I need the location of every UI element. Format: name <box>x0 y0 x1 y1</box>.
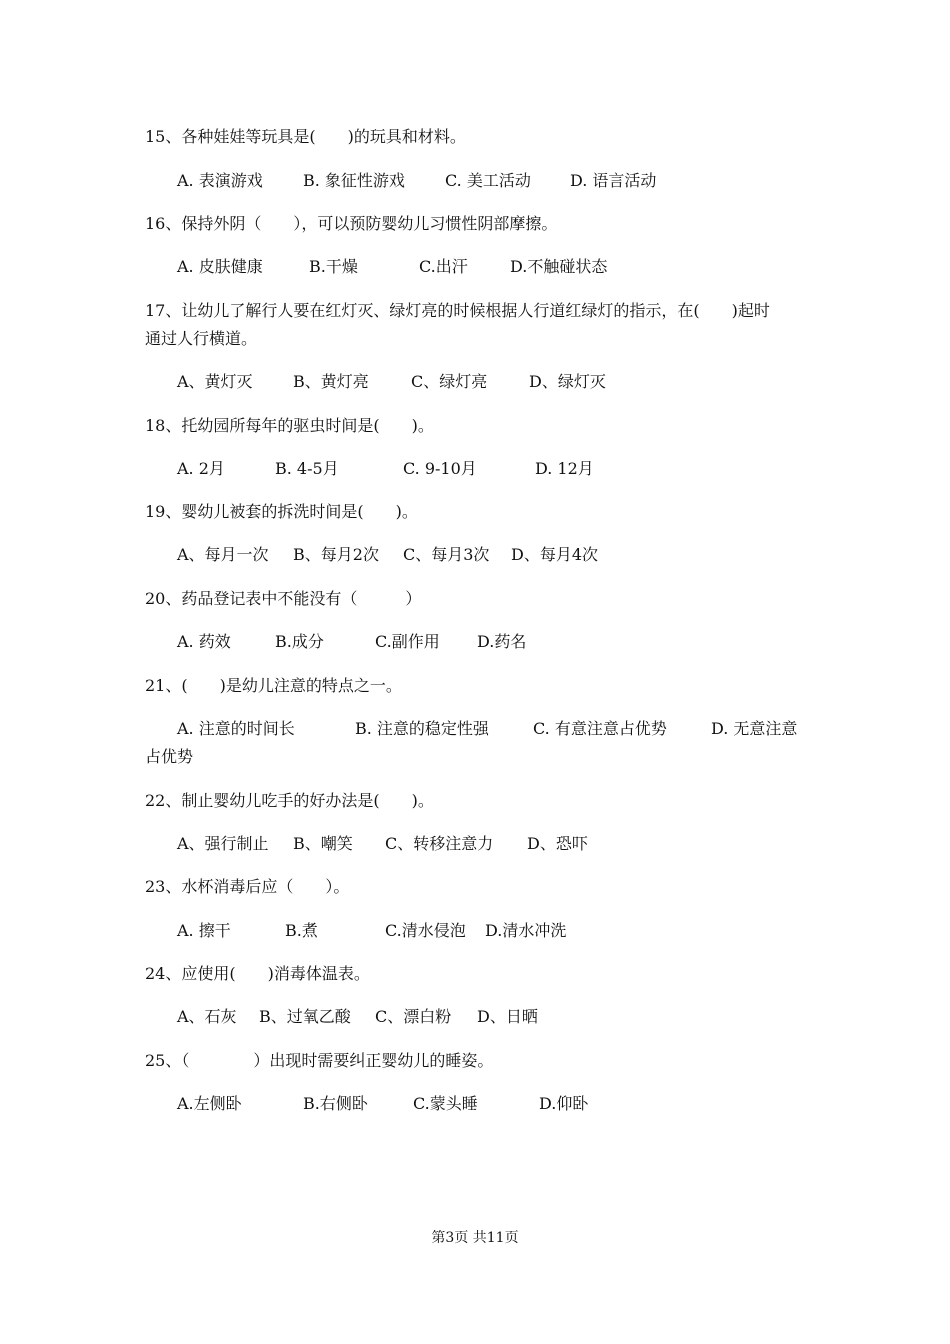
option-a: A. 2月 <box>177 459 225 478</box>
option-a: A. 皮肤健康 <box>177 257 263 276</box>
option-a: A. 擦干 <box>177 921 231 940</box>
question-stem: 24、应使用( )消毒体温表。 <box>145 964 370 983</box>
question-stem: 15、各种娃娃等玩具是( )的玩具和材料。 <box>145 127 466 146</box>
option-c: C. 美工活动 <box>445 171 531 190</box>
option-row <box>177 921 777 941</box>
option-a: A、强行制止 <box>177 834 269 853</box>
option-c: C. 有意注意占优势 <box>533 719 667 738</box>
option-d: D.药名 <box>477 632 527 651</box>
option-row <box>177 1007 777 1027</box>
option-a: A、每月一次 <box>177 545 269 564</box>
option-row <box>177 632 777 652</box>
option-row <box>177 719 817 739</box>
question-stem: 20、药品登记表中不能没有（ ） <box>145 589 422 608</box>
option-d: D. 无意注意 <box>711 719 798 738</box>
question-stem-line1: 17、让幼儿了解行人要在红灯灭、绿灯亮的时候根据人行道红绿灯的指示，在( )起时 <box>145 301 770 320</box>
option-b: B.右侧卧 <box>303 1094 368 1113</box>
option-b: B、黄灯亮 <box>293 372 369 391</box>
option-d: D、绿灯灭 <box>529 372 606 391</box>
option-b: B. 注意的稳定性强 <box>355 719 489 738</box>
option-b: B.煮 <box>285 921 318 940</box>
option-row <box>177 257 777 277</box>
option-row <box>177 1094 777 1114</box>
option-c: C、绿灯亮 <box>411 372 488 391</box>
option-a: A. 注意的时间长 <box>177 719 295 738</box>
option-d: D. 语言活动 <box>570 171 657 190</box>
question-stem: 16、保持外阴（ ），可以预防婴幼儿习惯性阴部摩擦。 <box>145 214 558 233</box>
option-b: B.干燥 <box>309 257 358 276</box>
option-c: C、转移注意力 <box>385 834 494 853</box>
option-c: C、漂白粉 <box>375 1007 452 1026</box>
option-c: C.清水侵泡 <box>385 921 466 940</box>
option-a: A.左侧卧 <box>177 1094 242 1113</box>
option-a: A、石灰 <box>177 1007 237 1026</box>
option-d: D.不触碰状态 <box>510 257 608 276</box>
option-d: D.仰卧 <box>539 1094 589 1113</box>
option-a: A. 药效 <box>177 632 231 651</box>
option-b: B、每月2次 <box>293 545 379 564</box>
option-d: D、日晒 <box>477 1007 538 1026</box>
option-a: A、黄灯灭 <box>177 372 253 391</box>
option-d: D.清水冲洗 <box>485 921 567 940</box>
question-stem: 25、（ ）出现时需要纠正婴幼儿的睡姿。 <box>145 1051 494 1070</box>
option-b: B、嘲笑 <box>293 834 353 853</box>
question-stem: 22、制止婴幼儿吃手的好办法是( )。 <box>145 791 434 810</box>
option-row <box>177 459 777 479</box>
option-c: C.蒙头睡 <box>413 1094 478 1113</box>
question-stem: 23、水杯消毒后应（ ）。 <box>145 877 350 896</box>
option-c: C、每月3次 <box>403 545 490 564</box>
option-row <box>177 171 777 191</box>
question-stem: 19、婴幼儿被套的拆洗时间是( )。 <box>145 502 418 521</box>
option-b: B.成分 <box>275 632 324 651</box>
question-stem-line2: 通过人行横道。 <box>145 329 258 348</box>
option-row <box>177 545 777 565</box>
option-row <box>177 372 777 392</box>
option-b: B. 4-5月 <box>275 459 339 478</box>
option-d: D. 12月 <box>535 459 594 478</box>
option-d-wrap: 占优势 <box>145 747 194 766</box>
option-row <box>177 834 777 854</box>
option-b: B、过氧乙酸 <box>259 1007 351 1026</box>
option-c: C. 9-10月 <box>403 459 477 478</box>
option-c: C.出汗 <box>419 257 468 276</box>
option-a: A. 表演游戏 <box>177 171 263 190</box>
option-d: D、每月4次 <box>511 545 599 564</box>
question-stem: 21、( )是幼儿注意的特点之一。 <box>145 676 402 695</box>
question-stem: 18、托幼园所每年的驱虫时间是( )。 <box>145 416 434 435</box>
page-footer: 第3页 共11页 <box>431 1230 519 1246</box>
option-d: D、恐吓 <box>527 834 588 853</box>
option-b: B. 象征性游戏 <box>303 171 405 190</box>
option-c: C.副作用 <box>375 632 440 651</box>
